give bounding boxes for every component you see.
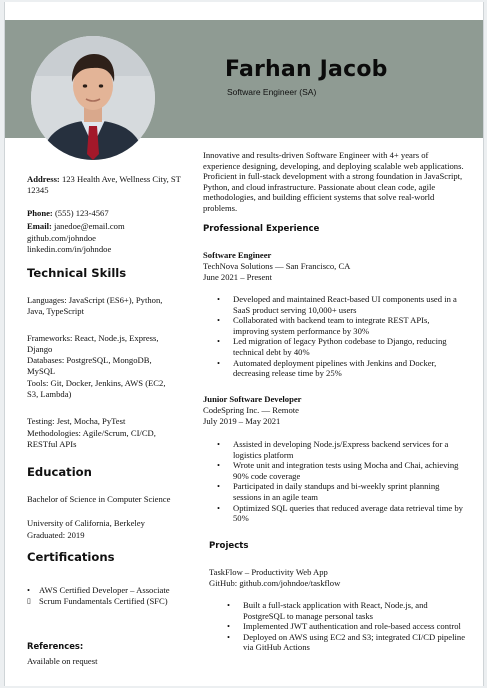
profile-photo-image	[31, 36, 155, 160]
project-github: GitHub: github.com/johndoe/taskflow	[209, 578, 341, 588]
certifications-heading: Certifications	[27, 550, 115, 564]
summary-text: Innovative and results-driven Software Engineer with 4+ years of experience designing, developing, and deploying scalable web applications. Proficient in full-stack development with a strong foundation in JavaScript, Python, and cloud infrastructure. Passionate about clean code, agile methodologies, and building efficient systems that solve real-world problems.	[203, 150, 464, 213]
skills-databases: Databases: PostgreSQL, MongoDB, MySQL	[27, 355, 152, 376]
skills-testing: Testing: Jest, Mocha, PyTest	[27, 416, 126, 426]
projects-heading: Projects	[209, 541, 249, 551]
certification-item: ▯ Scrum Fundamentals Certified (SFC)	[27, 596, 177, 607]
job-bullet: • Wrote unit and integration tests using Mocha and Chai, achieving 90% code coverage	[203, 460, 465, 481]
skills-heading: Technical Skills	[27, 266, 127, 280]
phone-value: (555) 123-4567	[54, 208, 109, 218]
project-bullet: • Built a full-stack application with React, Node.js, and PostgreSQL to manage personal tasks	[213, 600, 467, 621]
contact-phone	[27, 208, 195, 219]
job-title: Software Engineer	[203, 250, 272, 260]
job-bullet: • Participated in daily standups and bi-weekly sprint planning sessions in an agile team	[203, 481, 465, 502]
email-value: janedoe@email.com	[53, 221, 125, 231]
job-dates: June 2021 – Present	[203, 272, 272, 282]
github-link[interactable]: github.com/johndoe	[27, 233, 96, 243]
project-bullet: • Deployed on AWS using EC2 and S3; integrated CI/CD pipeline via GitHub Actions	[213, 632, 467, 653]
project-bullets	[213, 600, 467, 653]
email-label: Email:	[27, 221, 52, 231]
education-graduated: Graduated: 2019	[27, 530, 85, 540]
certification-item: • AWS Certified Developer – Associate	[27, 585, 177, 596]
skills-methodologies: Methodologies: Agile/Scrum, CI/CD, RESTful APIs	[27, 428, 156, 449]
education-school: University of California, Berkeley	[27, 518, 145, 528]
job-bullet: • Optimized SQL queries that reduced average data retrieval time by 50%	[203, 503, 465, 524]
experience-heading: Professional Experience	[203, 224, 320, 234]
job-company: TechNova Solutions — San Francisco, CA	[203, 261, 351, 271]
job-bullet: • Assisted in developing Node.js/Express backend services for a logistics platform	[203, 439, 465, 460]
education-heading: Education	[27, 465, 92, 479]
contact-address	[27, 174, 195, 195]
education-degree: Bachelor of Science in Computer Science	[27, 494, 171, 504]
project-bullet: • Implemented JWT authentication and role-based access control	[213, 621, 467, 632]
job-bullet: • Led migration of legacy Python codebase to Django, reducing technical debt by 40%	[203, 336, 465, 357]
linkedin-link[interactable]: linkedin.com/in/johndoe	[27, 244, 112, 254]
resume-page	[4, 2, 484, 686]
phone-label: Phone:	[27, 208, 53, 218]
skills-tools: Tools: Git, Docker, Jenkins, AWS (EC2, S3, Lambda)	[27, 378, 166, 399]
job-company: CodeSpring Inc. — Remote	[203, 405, 299, 415]
address-label: Address:	[27, 174, 60, 184]
job-dates: July 2019 – May 2021	[203, 416, 281, 426]
job-bullet: • Collaborated with backend team to integrate REST APIs, improving system performance by 30%	[203, 315, 465, 336]
skills-frameworks: Frameworks: React, Node.js, Express, Django	[27, 333, 159, 354]
candidate-name: Farhan Jacob	[225, 57, 388, 82]
job-bullets	[203, 439, 465, 524]
job-title: Junior Software Developer	[203, 394, 302, 404]
references-text: Available on request	[27, 656, 98, 666]
job-bullet: • Automated deployment pipelines with Jenkins and Docker, decreasing release time by 25%	[203, 358, 465, 379]
references-heading: References:	[27, 641, 84, 651]
address-value: 123 Health Ave, Wellness City, ST 12345	[27, 174, 181, 195]
contact-email	[27, 221, 195, 232]
certifications-list	[27, 585, 177, 606]
job-bullets	[203, 294, 465, 379]
candidate-title: Software Engineer (SA)	[227, 87, 317, 97]
profile-photo	[31, 36, 155, 160]
skills-languages: Languages: JavaScript (ES6+), Python, Java, TypeScript	[27, 295, 163, 316]
job-bullet: • Developed and maintained React-based UI components used in a SaaS product serving 10,000+ users	[203, 294, 465, 315]
project-name: TaskFlow – Productivity Web App	[209, 567, 328, 577]
